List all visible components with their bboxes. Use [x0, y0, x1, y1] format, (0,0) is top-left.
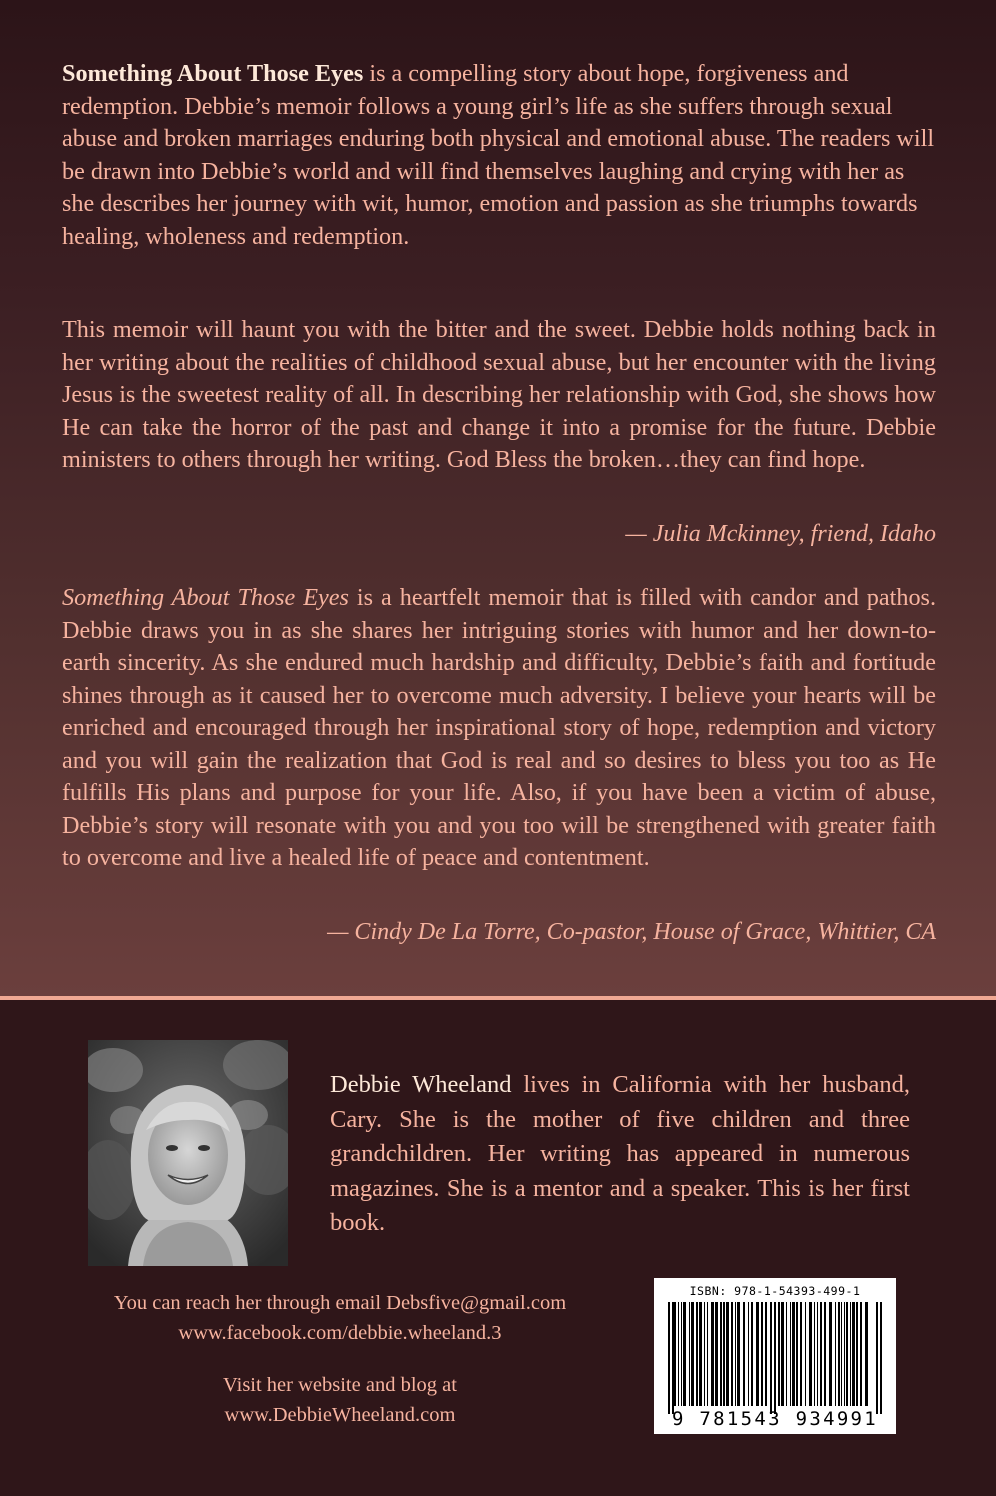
barcode-bar [720, 1302, 722, 1406]
barcode-bar [817, 1302, 818, 1406]
barcode-bar [850, 1302, 851, 1406]
barcode-bar [683, 1302, 686, 1406]
author-bio [330, 1068, 910, 1241]
barcode-guard-bar [770, 1302, 772, 1414]
barcode-guard-bar [880, 1302, 882, 1414]
barcode-bar [737, 1302, 740, 1406]
website-block [140, 1370, 540, 1430]
barcode-bar [735, 1302, 736, 1406]
barcode-bar [805, 1302, 806, 1406]
barcode-bar [726, 1302, 729, 1406]
barcode-bar [743, 1302, 745, 1406]
barcode-bar [778, 1302, 780, 1406]
barcode-bar [699, 1302, 702, 1406]
barcode-bar [689, 1302, 690, 1406]
barcode-bar [860, 1302, 862, 1406]
blurb-paragraph-1 [62, 58, 936, 253]
barcode-bar [711, 1302, 714, 1406]
website-label: Visit her website and blog at [223, 1374, 457, 1396]
author-bio-text: lives in California with her husband, Cary. She is the mother of five children and three grandchildren. Her writing has appeared in numerous magazines. She is a mentor and a speaker. This is her first book. [330, 1071, 910, 1236]
barcode-bar [809, 1302, 812, 1406]
barcode-bar [841, 1302, 842, 1406]
barcode-bar [761, 1302, 763, 1406]
attribution-2: — Cindy De La Torre, Co-pastor, House of Grace, Whittier, CA [327, 919, 936, 945]
blurb-paragraph-3 [62, 582, 936, 875]
barcode-digits: 9 781543 934991 [671, 1408, 879, 1430]
barcode-bar [756, 1302, 759, 1406]
facebook-line: www.facebook.com/debbie.wheeland.3 [178, 1322, 502, 1344]
barcode-bar [691, 1302, 694, 1406]
barcode-guard-bar [672, 1302, 674, 1414]
barcode-bar [856, 1302, 858, 1406]
blurb-paragraph-3-text: is a heartfelt memoir that is filled with candor and pathos. Debbie draws you in as she shares her intriguing stories with humor and her down-to-earth sincerity. As she endured much hardship and difficulty, Debbie’s faith and fortitude shines through as it caused her to overcome much adversity. I believe your hearts will be enriched and encouraged through her inspirational story of hope, redemption and victory and you will gain the realization that God is real and so desires to bless you too as He fulfills His plans and purpose for your life. Also, if you have been a victim of abuse, Debbie’s story will resonate with you and you too will be strengthened with greater faith to overcome and live a healed life of peace and contentment. [62, 584, 937, 871]
barcode-bar [838, 1302, 840, 1406]
email-line: You can reach her through email Debsfive@gmail.com [113, 1292, 567, 1314]
barcode-bar [844, 1302, 845, 1406]
barcode-bar [786, 1302, 787, 1406]
barcode-bar [800, 1302, 802, 1406]
barcode-bar [715, 1302, 718, 1406]
barcode-bar [829, 1302, 832, 1406]
barcode-bar [781, 1302, 784, 1406]
book-title-italic: Something About Those Eyes [62, 584, 349, 611]
barcode-bar [748, 1302, 749, 1406]
barcode-guard-bar [876, 1302, 878, 1414]
barcode-bar [865, 1302, 868, 1406]
barcode-bar [765, 1302, 767, 1406]
blurb-paragraph-1-text: is a compelling story about hope, forgiveness and redemption. Debbie’s memoir follows a young girl’s life as she suffers through sexual abuse and broken marriages enduring both physical and emotional abuse. The readers will be drawn into Debbie’s world and will find themselves laughing and crying with her as she describes her journey with wit, humor, emotion and passion as she triumphs towards healing, wholeness and redemption. [62, 60, 935, 250]
barcode-bar [846, 1302, 848, 1406]
attribution-1: — Julia Mckinney, friend, Idaho [625, 521, 936, 547]
barcode-guard-bar [774, 1302, 776, 1414]
website-url: www.DebbieWheeland.com [224, 1404, 456, 1426]
barcode-guard-bar [668, 1302, 670, 1414]
barcode-bar [852, 1302, 855, 1406]
barcode-bar [731, 1302, 733, 1406]
barcode-bar [824, 1302, 826, 1406]
barcode-bar [820, 1302, 822, 1406]
blurb-paragraph-2: This memoir will haunt you with the bitter and the sweet. Debbie holds nothing back in her writing about the realities of childhood sexual abuse, but her encounter with the living Jesus is the sweetest reality of all. In describing her relationship with God, she shows how He can take the horror of the past and change it into a promise for the future. Debbie ministers to others through her writing. God Bless the broken…they can find hope. [62, 316, 936, 473]
barcode-bar [674, 1302, 676, 1406]
isbn-label: ISBN: 978-1-54393-499-1 [689, 1284, 861, 1298]
author-name: Debbie Wheeland [330, 1071, 512, 1098]
author-photo [88, 1040, 288, 1266]
barcode-bar [704, 1302, 705, 1406]
barcode-bar [792, 1302, 795, 1406]
barcode-bar [678, 1302, 679, 1406]
barcode-bar [681, 1302, 682, 1406]
barcode-bar [723, 1302, 725, 1406]
contact-block [60, 1288, 620, 1348]
book-title: Something About Those Eyes [62, 60, 364, 87]
barcode-bar [707, 1302, 708, 1406]
barcode-bar [790, 1302, 791, 1406]
barcode-bar [835, 1302, 836, 1406]
barcode-bar [814, 1302, 815, 1406]
barcode-bar [751, 1302, 753, 1406]
barcode-bar [796, 1302, 798, 1406]
barcode-panel [654, 1278, 896, 1434]
barcode-bar [696, 1302, 698, 1406]
